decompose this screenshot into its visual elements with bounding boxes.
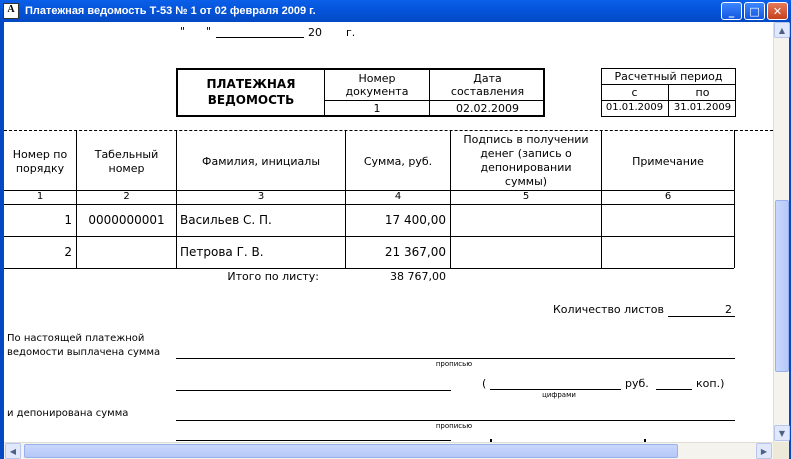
row1-tab: 0000000001 [88,213,165,227]
doc-number-value: 1 [373,102,381,115]
col-number-5: 5 [522,191,530,202]
row2-sum: 21 367,00 [384,245,446,259]
period-from-value: 01.01.2009 [605,102,664,113]
app-icon: A [3,3,19,19]
doc-date-label2: составления [450,85,525,98]
scroll-right-icon[interactable]: ▶ [756,443,772,459]
sheets-label: Количество листов [553,303,664,316]
date-year-suffix: г. [346,26,356,39]
header-tab-line1: Табельный [94,148,159,161]
page-break-line [4,130,773,131]
header-num-line1: Номер по [12,148,68,161]
rub-open-paren: ( [482,377,487,390]
document-area [4,22,773,442]
col-number-6: 6 [664,191,672,202]
vertical-scroll-thumb[interactable] [775,200,789,372]
vertical-scrollbar[interactable] [773,22,789,442]
paid-label-line2: ведомости выплачена сумма [7,347,161,358]
paid-label-line1: По настоящей платежной [7,333,145,344]
window-title: Платежная ведомость Т-53 № 1 от 02 февраля 2009 г. [25,5,316,17]
date-quote-open: " [180,25,186,38]
scroll-left-icon[interactable]: ◀ [5,443,21,459]
maximize-button[interactable]: □ [744,2,765,20]
digits-hint: цифрами [542,391,576,399]
horizontal-scroll-thumb[interactable] [24,444,678,458]
scroll-down-icon[interactable]: ▼ [774,425,790,441]
kop-line [656,389,692,390]
col-number-2: 2 [123,191,130,202]
doc-date-value: 02.02.2009 [456,102,519,115]
scrollbar-corner [773,442,789,459]
period-to-label: по [695,86,710,99]
col-number-3: 3 [257,191,265,202]
period-label: Расчетный период [614,70,723,83]
header-tab-line2: номер [108,162,145,175]
kop-label: коп.) [696,377,725,390]
scroll-up-icon[interactable]: ▲ [774,22,790,38]
total-label: Итого по листу: [227,270,319,283]
deposited-label: и депонирована сумма [7,408,129,419]
deposited-amount-line [176,420,735,421]
paid-amount-line2 [176,390,451,391]
window-titlebar[interactable] [0,0,791,22]
header-signature-line1: Подпись в получении [463,133,589,146]
header-signature-line3: депонировании [480,161,572,174]
rub-digits-line [490,389,621,390]
header-sum: Сумма, руб. [363,155,433,168]
date-year-prefix: 20 [308,26,322,39]
date-month-line [216,37,304,38]
doc-number-label1: Номер [358,72,396,85]
row1-sum: 17 400,00 [384,213,446,227]
period-from-label: с [631,86,638,99]
row1-name: Васильев С. П. [180,213,272,227]
doc-date-label1: Дата [473,72,502,85]
sheets-value: 2 [725,303,732,316]
paid-amount-line [176,358,735,359]
row2-name: Петрова Г. В. [180,245,264,259]
row1-num: 1 [64,213,72,227]
header-name: Фамилия, инициалы [201,155,321,168]
form-title-line1: ПЛАТЕЖНАЯ [206,77,296,91]
header-signature-line2: денег (запись о [480,147,572,160]
header-signature-line4: суммы) [504,175,548,188]
col-number-1: 1 [36,191,44,202]
close-button[interactable]: ✕ [767,2,788,20]
doc-number-label2: документа [345,85,409,98]
form-title-line2: ВЕДОМОСТЬ [207,93,295,107]
period-to-value: 31.01.2009 [673,102,732,113]
row2-num: 2 [64,245,72,259]
total-value: 38 767,00 [390,270,446,283]
header-num-line2: порядку [15,162,65,175]
horizontal-scrollbar[interactable] [4,442,773,459]
minimize-button[interactable]: _ [721,2,742,20]
col-number-4: 4 [394,191,402,202]
rub-label: руб. [625,377,649,390]
header-note: Примечание [632,155,704,168]
date-quote-close: " [206,25,212,38]
deposited-hint: прописью [435,422,473,430]
paid-hint: прописью [435,360,473,368]
